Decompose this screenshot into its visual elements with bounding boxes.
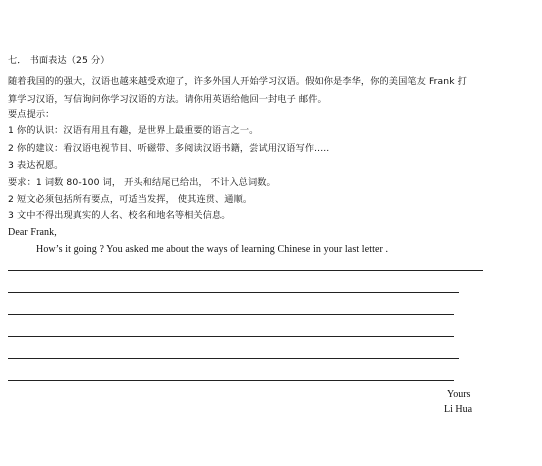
intro-line-2: 算学习汉语，写信询问你学习汉语的方法。请你用英语给他回一封电子 邮件。: [8, 94, 327, 105]
letter-closing: Yours: [447, 389, 471, 400]
writing-line: [8, 380, 454, 381]
requirement-item-3: 3 文中不得出现真实的人名、校名和地名等相关信息。: [8, 210, 231, 221]
writing-line: [8, 314, 454, 315]
letter-salutation: Dear Frank,: [8, 227, 57, 238]
writing-line: [8, 336, 454, 337]
requirement-item-2: 2 短文必须包括所有要点，可适当发挥， 使其连贯、通顺。: [8, 194, 253, 205]
writing-line: [8, 292, 459, 293]
letter-signature: Li Hua: [444, 404, 473, 415]
points-title: 要点提示：: [8, 109, 55, 120]
writing-line: [8, 270, 483, 271]
intro-line-1: 随着我国的的强大，汉语也越来越受欢迎了，许多外国人开始学习汉语。假如你是李华，你的美国笔友 Frank 打: [8, 76, 467, 87]
writing-line: [8, 358, 459, 359]
point-item-2: 2 你的建议：看汉语电视节目、听磁带、多阅读汉语书籍，尝试用汉语写作.....: [8, 143, 330, 154]
point-item-3: 3 表达祝愿。: [8, 160, 64, 171]
point-item-1: 1 你的认识：汉语有用且有趣，是世界上最重要的语言之一。: [8, 125, 259, 136]
requirement-item-1: 要求：1 词数 80-100 词， 开头和结尾已给出， 不计入总词数。: [8, 177, 276, 188]
letter-opening: How’s it going ? You asked me about the ways of learning Chinese in your last letter .: [36, 244, 389, 255]
section-heading: 七． 书面表达（25 分）: [8, 55, 110, 66]
